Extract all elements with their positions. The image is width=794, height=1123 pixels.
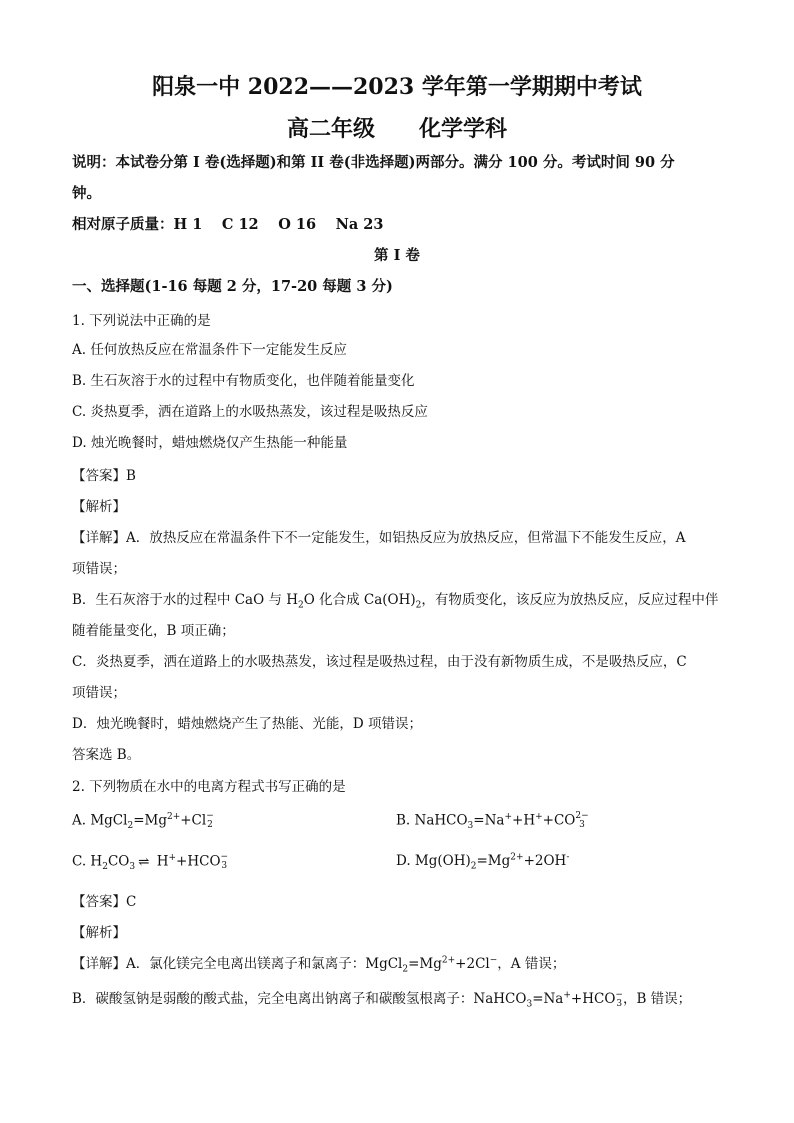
text: +HCO <box>176 853 221 870</box>
text: +H <box>512 812 536 829</box>
ion-charge-stack <box>221 853 229 871</box>
subscript: 2 <box>402 964 409 975</box>
text: B．生石灰溶于水的过程中 CaO 与 H <box>72 592 299 608</box>
text: =Na <box>532 991 564 1007</box>
superscript: − <box>489 955 498 966</box>
detail-tag: 【详解】 <box>72 530 126 546</box>
superscript: 2− <box>575 811 589 821</box>
subscript: 3 <box>579 820 585 830</box>
superscript: 2+ <box>166 812 181 822</box>
q1-option-d: D. 烛光晚餐时，蜡烛燃烧仅产生热能一种能量 <box>72 435 348 451</box>
q1-explanation-b-1 <box>72 588 719 611</box>
q2-option-c <box>72 853 228 871</box>
q1-explanation-a-2: 项错误； <box>72 561 126 577</box>
superscript: + <box>504 812 513 822</box>
q1-conclusion: 答案选 B。 <box>72 747 141 763</box>
q2-option-b <box>396 812 589 830</box>
text: ，A 错误； <box>497 956 566 972</box>
subscript: 3 <box>129 862 136 873</box>
text: ，B 错误； <box>622 991 692 1007</box>
q1-explanation-c-1: C．炎热夏季，洒在道路上的水吸热蒸发，该过程是吸热过程，由于没有新物质生成，不是吸热反应，C <box>72 654 687 670</box>
superscript: 2+ <box>441 955 456 966</box>
text: =Mg <box>133 812 167 829</box>
q1-stem: 1. 下列说法中正确的是 <box>72 313 211 329</box>
q1-answer <box>72 464 136 484</box>
q2-option-a <box>72 812 214 830</box>
text: C. H <box>72 853 103 870</box>
subscript: 3 <box>526 999 533 1010</box>
q1-explanation-d: D．烛光晚餐时，蜡烛燃烧产生了热能、光能，D 项错误； <box>72 716 422 732</box>
text: A．氯化镁完全电离出镁离子和氯离子：MgCl <box>126 956 403 972</box>
text: =Mg <box>408 956 442 972</box>
q2-explanation-a <box>72 952 566 975</box>
subscript: 2 <box>415 600 422 611</box>
text: +2Cl <box>455 956 490 972</box>
atomic-mass-line: 相对原子质量：H 1 C 12 O 16 Na 23 <box>72 216 384 233</box>
volume-heading: 第 I 卷 <box>374 247 420 264</box>
q2-explanation-b <box>72 987 691 1009</box>
answer-tag: 【答案】 <box>72 468 126 484</box>
exam-subtitle: 高二年级 化学学科 <box>286 116 507 142</box>
subscript: 3 <box>467 821 474 832</box>
ion-charge-stack <box>615 991 623 1009</box>
instructions-line-2: 钟。 <box>72 185 101 202</box>
equilibrium-arrow-icon: ⇌ <box>138 853 150 870</box>
section-heading: 一、选择题(1-16 每题 2 分，17-20 每题 3 分) <box>72 278 393 295</box>
instructions-line-1: 说明：本试卷分第 I 卷(选择题)和第 II 卷(非选择题)两部分。满分 100 分。考试时间 90 分 <box>72 154 675 171</box>
subscript: 2 <box>298 600 304 611</box>
text: B．碳酸氢钠是弱酸的酸式盐，完全电离出钠离子和碳酸氢根离子：NaHCO <box>72 991 527 1007</box>
ion-charge-stack <box>206 812 214 830</box>
answer-tag: 【答案】 <box>72 894 126 910</box>
subscript: 3 <box>616 998 623 1009</box>
subscript: 2 <box>102 862 108 873</box>
q1-explanation-b-2: 随着能量变化，B 项正确； <box>72 623 235 639</box>
text: A. MgCl <box>72 812 128 829</box>
superscript: − <box>220 852 229 862</box>
superscript: + <box>535 812 543 822</box>
text: ，有物质变化，该反应为放热反应，反应过程中伴 <box>421 592 719 608</box>
text: =Mg <box>476 853 511 869</box>
ion-charge-stack <box>575 812 588 830</box>
answer-value: B <box>126 468 136 484</box>
text: D. Mg(OH) <box>396 853 471 869</box>
superscript: - <box>566 852 570 863</box>
q1-explanation-a-1 <box>72 526 686 546</box>
superscript: + <box>563 990 571 1001</box>
q1-analysis-tag: 【解析】 <box>72 499 126 515</box>
superscript: + <box>168 853 177 863</box>
superscript: 2+ <box>510 852 524 863</box>
q2-option-d <box>396 852 570 872</box>
q1-option-c: C. 炎热夏季，洒在道路上的水吸热蒸发，该过程是吸热反应 <box>72 404 428 420</box>
q2-stem: 2. 下列物质在水中的电离方程式书写正确的是 <box>72 779 346 795</box>
q1-explanation-c-2: 项错误； <box>72 685 126 701</box>
text: +CO <box>542 812 576 829</box>
detail-tag: 【详解】 <box>72 956 126 972</box>
text: CO <box>107 853 130 870</box>
q2-analysis-tag: 【解析】 <box>72 925 126 941</box>
q1-option-a: A. 任何放热反应在常温条件下一定能发生反应 <box>72 342 347 358</box>
exam-title: 阳泉一中 2022——2023 学年第一学期期中考试 <box>152 74 642 100</box>
answer-value: C <box>126 894 137 910</box>
subscript: 2 <box>470 861 477 872</box>
text: +2OH <box>523 853 567 869</box>
text: O 化合成 Ca(OH) <box>303 592 416 608</box>
text: H <box>152 853 169 870</box>
superscript: − <box>206 811 214 821</box>
text: +Cl <box>180 812 207 829</box>
explanation-text: A．放热反应在常温条件下不一定能发生，如铝热反应为放热反应，但常温下不能发生反应，A <box>126 530 686 546</box>
q1-option-b: B. 生石灰溶于水的过程中有物质变化，也伴随着能量变化 <box>72 373 415 389</box>
q2-answer <box>72 890 136 910</box>
subscript: 2 <box>207 820 213 830</box>
subscript: 3 <box>221 861 228 871</box>
text: B. NaHCO <box>396 812 468 829</box>
superscript: − <box>615 989 623 1000</box>
text: =Na <box>473 812 505 829</box>
text: +HCO <box>570 991 616 1007</box>
subscript: 2 <box>127 821 134 832</box>
